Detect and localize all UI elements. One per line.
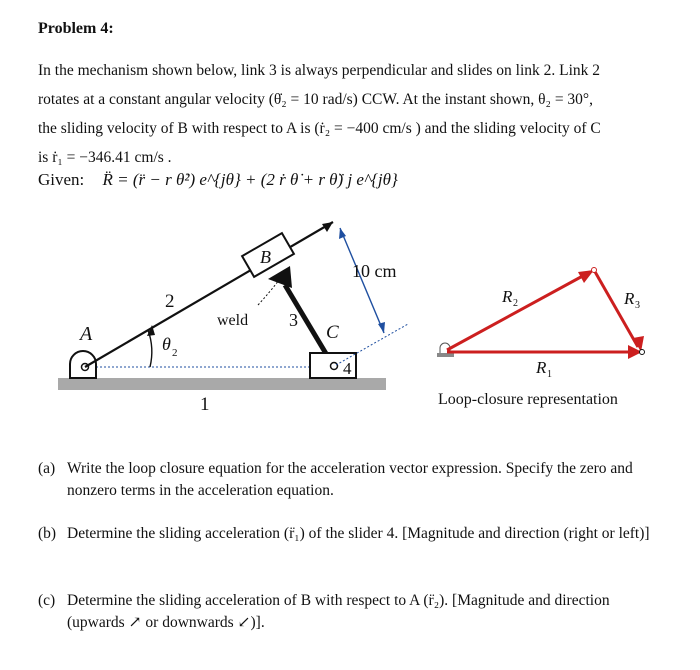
ground-link-1 <box>58 378 386 390</box>
question-a <box>38 458 663 502</box>
acceleration-equation: R̈ = (r̈ − r θ̇²) e^{jθ} + (2 ṙ θ̇ + r θ̈) j e^{jθ} <box>102 170 398 189</box>
link-2 <box>85 222 333 367</box>
question-label: (b) <box>38 525 57 542</box>
label-b: B <box>260 247 271 267</box>
dimension-arrowhead-bottom <box>378 322 385 333</box>
question-label: (c) <box>38 592 56 609</box>
label-r2-sub: 2 <box>513 298 518 309</box>
given-equation <box>38 170 398 190</box>
label-link-3: 3 <box>289 310 298 330</box>
problem-title: Problem 4: <box>38 20 114 37</box>
statement-line: In the mechanism shown below, link 3 is always perpendicular and slides on link 2. Link 2 <box>38 62 601 79</box>
pivot-a <box>70 351 96 378</box>
vector-r3 <box>594 270 638 347</box>
label-theta: θ <box>162 334 171 354</box>
question-text: Determine the sliding acceleration of B with respect to A (r̈₂). [Magnitude and direction (upwards ↗ or downwards ↙)]. <box>67 592 610 631</box>
question-b <box>38 523 663 545</box>
label-c: C <box>326 322 339 343</box>
pin-c <box>331 363 338 370</box>
question-text: Determine the sliding acceleration (r̈₁) of the slider 4. [Magnitude and direction (right or left)] <box>67 525 650 542</box>
loop-closure-caption: Loop-closure representation <box>438 391 618 408</box>
label-weld: weld <box>217 312 249 329</box>
label-link-2: 2 <box>165 291 175 312</box>
node-b <box>592 268 597 273</box>
weld-pointer <box>258 280 279 305</box>
label-r1-sub: 1 <box>547 369 552 380</box>
statement-line: the sliding velocity of B with respect to A is (ṙ₂ = −400 cm/s ) and the sliding velocity of C <box>38 120 601 137</box>
label-dimension: 10 cm <box>352 261 397 281</box>
weld-triangle <box>268 266 292 288</box>
mechanism-figure <box>0 205 700 415</box>
statement-line: rotates at a constant angular velocity (θ̇₂ = 10 rad/s) CCW. At the instant shown, θ₂ = 30°, <box>38 91 594 108</box>
node-c <box>640 350 645 355</box>
question-c <box>38 590 663 634</box>
question-text: Write the loop closure equation for the acceleration vector expression. Specify the zero and nonzero terms in the acceleration equation. <box>67 460 633 499</box>
problem-statement <box>38 56 668 172</box>
label-r1: R <box>536 358 547 377</box>
given-label: Given: <box>38 170 85 189</box>
label-r3-sub: 3 <box>635 300 640 311</box>
vector-r2 <box>447 272 590 350</box>
label-theta-sub: 2 <box>172 347 178 359</box>
loop-closure-diagram <box>437 268 645 409</box>
dimension-arrowhead-top <box>339 228 346 239</box>
label-r3: R <box>624 289 635 308</box>
statement-line: is ṙ₁ = −346.41 cm/s . <box>38 149 172 166</box>
label-link-1: 1 <box>200 394 210 415</box>
ground-pivot-icon <box>437 343 454 357</box>
label-a: A <box>80 323 93 345</box>
label-link-4: 4 <box>343 359 352 378</box>
question-label: (a) <box>38 460 56 477</box>
label-r2: R <box>502 287 513 306</box>
